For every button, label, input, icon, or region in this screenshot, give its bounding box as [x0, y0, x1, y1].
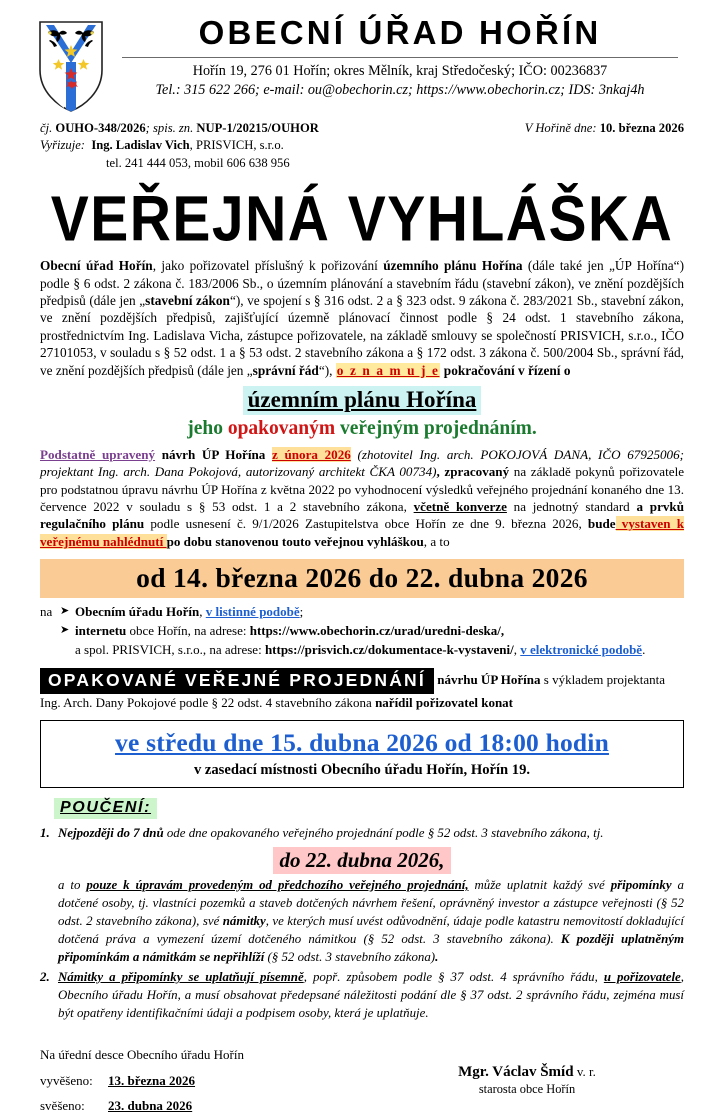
- availability-list: [40, 603, 684, 660]
- subheading: [40, 417, 684, 440]
- subheading-part2: opakovaným: [227, 417, 336, 439]
- arrow-icon: ➤: [60, 605, 70, 618]
- intro-b4: správní řád: [252, 362, 319, 378]
- item1-rest: ,: [199, 604, 206, 620]
- coat-of-arms-icon: [34, 18, 108, 114]
- c-u: pouze k úpravám provedeným od předchozího veřejného projednání,: [86, 877, 469, 892]
- mayor-title: starosta obce Hořín: [478, 1082, 576, 1097]
- p2-i1: (zhotovitel Ing. arch. POKOJOVÁ DANA, IČO 67925006; projektant Ing. arch. Dana Pokojová, autorizovaný architekt ČKA 00734): [40, 447, 685, 480]
- list-item: [40, 641, 684, 660]
- public-hearing-announcement: [40, 668, 684, 712]
- intro-t2: (dále také jen „ÚP Hořína“) podle § 6 odst. 2 zákona č. 183/2006 Sb., o územním plánování a stavebním řádu (stavební zákon), ve znění pozdějších předpisů (dále jen „: [40, 258, 685, 308]
- display-highlight: vystaven k veřejnému nahlédnutí: [40, 516, 684, 549]
- display-period-banner: od 14. března 2026 do 22. dubna 2026: [40, 559, 684, 598]
- item1-number: 1.: [40, 825, 50, 840]
- arrow-icon: ➤: [60, 624, 70, 637]
- office-address: Hořín 19, 276 01 Hořín; okres Mělník, kraj Středočeský; IČO: 00236837: [192, 62, 608, 79]
- handler-label: Vyřizuje:: [40, 138, 86, 153]
- p2-b3: včetně konverze: [413, 498, 507, 514]
- subheading-part3: veřejným projednáním.: [335, 417, 537, 439]
- instructions-list: [40, 824, 684, 1023]
- removed-label: svěšeno:: [40, 1098, 85, 1114]
- list-item: [40, 968, 684, 1022]
- page-title: OBECNÍ ÚŘAD HOŘÍN: [198, 14, 602, 51]
- url-prisvich[interactable]: https://prisvich.cz/dokumentace-k-vystaveni/: [264, 641, 514, 657]
- intro-t5: pokračování v řízení o: [440, 362, 571, 378]
- subheading-part1: jeho: [187, 417, 228, 439]
- p2-t1: na základě pokynů pořizovatele pro podstatnou úpravu návrhu ÚP Hořína z května 2022 po vyhodnocení výsledků veřejného projednání konaného dne 13. července 2022 v souladu s § 53 odst. 1 a 2 stavebního zákona,: [40, 464, 685, 514]
- link-listinna-podoba[interactable]: v listinné podobě: [205, 604, 300, 620]
- link-elektronicka-podoba[interactable]: v elektronické podobě: [520, 641, 643, 657]
- c-bold1: připomínky: [610, 877, 672, 892]
- banner-after-bold: návrhu ÚP Hořína: [433, 671, 541, 687]
- meeting-box: [40, 720, 684, 788]
- cj-label: čj.: [40, 121, 53, 135]
- p2-t3: podle usnesení č. 9/1/2026 Zastupitelstva obce Hořín ze dne 9. března 2026,: [144, 516, 588, 532]
- draft-paragraph: [40, 446, 684, 550]
- banner-after-text: s výkladem projektanta Ing. Arch. Dany Pokojové podle § 22 odst. 4 stavebního zákona: [40, 671, 666, 710]
- list-item: [40, 824, 684, 842]
- item1-bold: Nejpozději do 7 dnů: [58, 825, 164, 840]
- place-label: V Hořině dne:: [524, 121, 597, 135]
- item3-end: .: [642, 641, 646, 657]
- c-b: může uplatnit každý své: [468, 877, 611, 892]
- item3-text: a spol. PRISVICH, s.r.o., na adrese:: [75, 641, 265, 657]
- banner-after-bold2: nařídil pořizovatel konat: [375, 694, 514, 710]
- document-main-title: VEŘEJNÁ VYHLÁŠKA: [50, 183, 674, 256]
- status-badge: OPAKOVANÉ VEŘEJNÉ PROJEDNÁNÍ: [40, 668, 434, 694]
- intro-t3: “), ve spojení s § 316 odst. 2 a § 323 odst. 9 zákona č. 283/2021 Sb., stavební zákon, ve znění pozdějších předpisů, zajišťující územně plánovací činnost podle § 24 odst. 1 stavebního zákona, prostřednictvím Ing. Ladislava Vicha, zástupce pořizovatele, na základě smlouvy se společností PRISVICH, s.r.o., IČO 27101053, v souladu s § 52 odst. 1 a § 53 odst. 2 stavebního zákona a § 172 odst. 3 zákona č. 500/2004 Sb., správní řád, ve znění pozdějších předpisů (dále jen „: [40, 292, 684, 378]
- deadline-date: do 22. dubna 2026,: [273, 847, 450, 874]
- meeting-datetime: ve středu dne 15. dubna 2026 od 18:00 hodin: [115, 728, 609, 758]
- item1-bold: Obecním úřadu Hořín: [75, 604, 200, 620]
- item1-text: ode dne opakovaného veřejného projednání podle § 52 odst. 3 stavebního zákona, tj.: [163, 825, 604, 840]
- plan-heading: územním plánu Hořína: [243, 386, 482, 415]
- c-e: (§ 52 odst. 3 stavebního zákona): [264, 950, 436, 965]
- c-f: .: [435, 950, 439, 965]
- intro-t1: , jako pořizovatel příslušný k pořizování: [152, 258, 384, 274]
- spis-label: ; spis. zn.: [145, 121, 194, 135]
- intro-paragraph: [40, 257, 684, 379]
- url-obechorin[interactable]: https://www.obechorin.cz/urad/uredni-deska/,: [249, 623, 505, 639]
- office-contact: Tel.: 315 622 266; e-mail: ou@obechorin.cz; https://www.obechorin.cz; IDS: 3nkaj4h: [155, 81, 645, 98]
- c-c: a dotčené osoby, tj. vlastníci pozemků a staveb dotčených návrhem řešení, oprávněný investor a zástupce veřejnosti (§ 52 odst. 2 stavebního zákona), své: [58, 877, 684, 928]
- handler-phone: tel. 241 444 053, mobil 606 638 956: [106, 155, 290, 170]
- p2-b6: po dobu stanovenou touto veřejnou vyhláškou: [166, 533, 424, 549]
- na-prefix: na: [40, 604, 53, 620]
- removed-row: [40, 1093, 370, 1118]
- c-bold3: K později uplatněným připomínkám a námitkám se nepřihlíží: [58, 932, 684, 965]
- p2-b5: bude: [587, 516, 616, 532]
- oznamuje-highlight: o z n a m u j e: [336, 362, 440, 378]
- instructions-title: POUČENÍ:: [54, 798, 157, 819]
- handler-company: , PRISVICH, s.r.o.: [189, 138, 284, 153]
- place-date: 10. března 2026: [599, 121, 684, 135]
- intro-b1: Obecní úřad Hořín: [40, 258, 153, 274]
- list-item: [40, 603, 684, 622]
- reference-block: [0, 114, 724, 172]
- posted-date: 13. března 2026: [108, 1072, 196, 1088]
- list-item-continued: [40, 876, 684, 966]
- intro-b3: stavební zákon: [145, 292, 230, 308]
- c-a: a to: [58, 877, 87, 892]
- spacer: [40, 876, 58, 966]
- item2-number: 2.: [40, 970, 50, 985]
- posted-label: vyvěšeno:: [40, 1072, 93, 1088]
- spis-value: NUP-1/20215/OUHOR: [196, 121, 319, 135]
- item2-text: obce Hořín, na adrese:: [126, 623, 250, 639]
- p2-u1: Podstatně upravený: [40, 447, 156, 463]
- item2-bold: internetu: [75, 623, 127, 639]
- board-line: Na úřední desce Obecního úřadu Hořín: [40, 1047, 244, 1063]
- item3-sep: ,: [513, 641, 521, 657]
- meeting-location: v zasedací místnosti Obecního úřadu Hořín, Hořín 19.: [193, 762, 531, 779]
- p2-t4: , a to: [423, 533, 450, 549]
- mayor-name: Mgr. Václav Šmíd: [458, 1064, 574, 1081]
- p2-b4: a prvků regulačního plánu: [40, 498, 684, 532]
- item2-text2: , Obecního úřadu Hořín, a musí obsahovat předepsané náležitosti podání dle § 37 odst. 2 správního řádu, zejména musí být opatřeny identifikačními údaji a podpisem osoby, která je uplatňuje.: [58, 970, 684, 1021]
- posted-row: [40, 1068, 370, 1093]
- removed-date: 23. dubna 2026: [108, 1098, 193, 1114]
- cj-value: OUHO-348/2026: [55, 121, 146, 135]
- list-item: [40, 622, 684, 641]
- mayor-signature: [370, 1064, 684, 1081]
- item1-end: ;: [299, 604, 304, 620]
- p2-b1: návrh ÚP Hořína: [155, 447, 272, 463]
- item2-u2: u pořizovatele: [603, 970, 681, 985]
- handler-name: Ing. Ladislav Vich: [91, 138, 190, 153]
- p2-t2: na jednotný standard: [506, 498, 637, 514]
- p2-b2: , zpracovaný: [436, 464, 510, 480]
- document-header: [0, 0, 724, 114]
- header-divider: [122, 57, 678, 58]
- document-footer: [40, 1042, 684, 1118]
- item2-text: , popř. způsobem podle § 37 odst. 4 správního řádu,: [303, 970, 604, 985]
- february-highlight: z února 2026: [272, 447, 351, 463]
- c-d: , ve kterých musí uvést odůvodnění, údaje podle katastru nemovitostí dokladující dotčená práva a vymezení území dotčeného námitkou (§ 52 odst. 3 stavebního zákona).: [58, 914, 684, 947]
- mayor-vr: v. r.: [573, 1064, 596, 1080]
- c-bold2: námitky: [222, 914, 266, 928]
- item2-u: Námitky a připomínky se uplatňují písemně: [58, 970, 304, 985]
- intro-t4: “),: [318, 362, 336, 378]
- intro-b2: územního plánu Hořína: [383, 258, 523, 274]
